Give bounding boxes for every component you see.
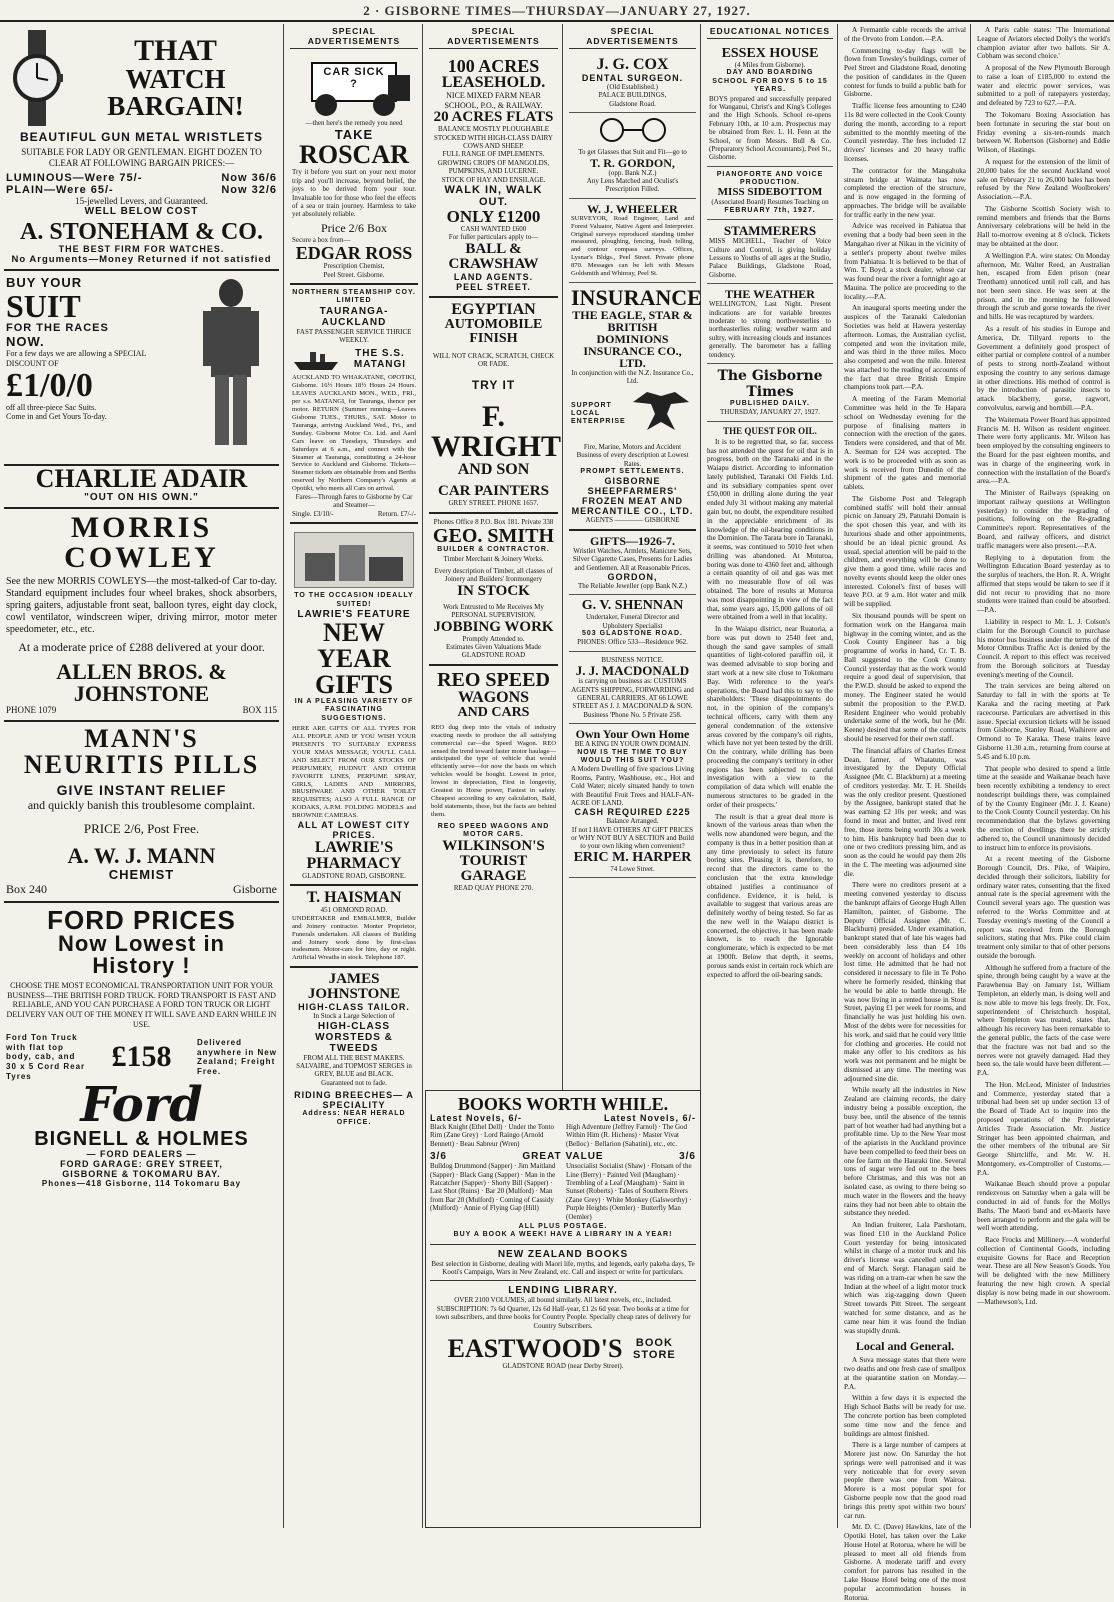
mann-town: Gisborne xyxy=(233,882,277,897)
watch-title-1: THAT xyxy=(134,34,217,67)
roscar-addr: Peel Street. Gisborne. xyxy=(323,270,385,279)
books-lend: LENDING LIBRARY. xyxy=(508,1285,618,1297)
news-p1: A Fremantle cable records the arrival of the Orvoto from London.—P.A. xyxy=(844,26,966,43)
news-p12: While nearly all the industries in New Zealand are claiming records, the dairy industry being a possible exception, the busy bee, until the absence of the tennis part of hot weather had had anything but a profitable time. Up to the New Year most of the apiarists in the Auckland province have been compelled to feed their bees on one fee farm on the Hauraki line. Several tons of sugar were fed out to the bees before Christmas, and this was not an isolated case, as owing to there being so much water in the flowers and the heavy rains they had not been able to obtain the substance they needed. xyxy=(844,1086,966,1218)
steam-ship: THE S.S. MATANGI xyxy=(353,348,407,371)
eagle-icon xyxy=(631,390,691,439)
watch-bargain-ad xyxy=(4,26,279,271)
adair-name: CHARLIE ADAIR xyxy=(35,464,248,494)
oil-p2: In the Waiapu district, near Ruatoria, a bore was put down to 2540 feet and, though the sand gave samples of small quantities of light-colored paraffin oil, it was deemed advisable to stop boring and start work at a new site close to Tokomaru Bay. With reference to the year's operations, the Board had this to say to the shareholders: 'These disappointments do not, in the opinion of the company's technical officers, carry with them any general condemnation of the extensive areas covered by the company's oil rights, which have not yet been tested by the drill. On the contrary, while drilling has been proceeding the company's territory in other regions has been subjected to careful investigation with a view to the compilation of data which will enable the numerous structures to be graded in the order of their prospects.' xyxy=(707,625,833,809)
haisman-name: T. HAISMAN xyxy=(306,889,402,907)
wright-trade: CAR PAINTERS xyxy=(438,483,549,500)
smith-stock: IN STOCK xyxy=(457,582,530,599)
books-right-list-2: Unsocialist Socialist (Shaw) · Flotsam of the Line (Berry) · Painted Veil (Maugham) · Trembling of a Leaf (Maugham) · Saint in Sunset (Roberts) · Tales of Southern Rivers (Zane Grey) · White Monkey (Galsworthy) · Purple Heights (Oemler) · Butterfly Man (Oemler) xyxy=(566,1162,692,1221)
johnstone-ad xyxy=(290,968,418,1131)
harper-ad xyxy=(569,724,696,878)
news7-p1: A Paris cable states: 'The International League of Aviators elected Dolly's the world's champion aviator after two ballots. Sir A. Cobham was second choice.' xyxy=(977,26,1110,61)
news-p3: Traffic license fees amounting to £240 11s 8d were collected in the Cook County during the month, according to a report submitted to the monthly meeting of the Council yesterday. The fees included 12 drivers' licenses and 20 heavy traffic licenses. xyxy=(844,102,966,163)
smith-phones: Phones Office 8 P.O. Box 181. Private 338 xyxy=(433,517,554,526)
books-left-list-2: Bulldog Drummond (Sapper) · Jim Maitland (Sapper) · Black Gang (Sapper) · Man in the Ratcatcher (Sapper) · Shorty Bill (Sapper) · Last Shot (Ruins) · Bar 20 (Mulford) · Man from Bar 20 (Mulford) · Coming of Cassidy (Mulford) · Annie of Flying Gap (Hill) xyxy=(430,1162,556,1213)
news-p14: A Suva message states that there were two deaths and one fresh case of smallpox at the quarantine station on Monday.—P.A. xyxy=(844,1356,966,1391)
lawrie-prices: ALL AT LOWEST CITY PRICES. xyxy=(297,820,411,841)
news7-p18: Race Frocks and Millinery.—A wonderful collection of Continental Goods, including exquisite Gowns for Race and Reception wear. These are all New Season's Goods. You will be delighted with the new Millinery featuring the new high crown. A special display is now being made in our showroom.—Mathewson's, Ltd. xyxy=(977,1236,1110,1306)
books-title: BOOKS WORTH WHILE. xyxy=(457,1094,669,1114)
land-more: For fuller particulars apply to— xyxy=(448,233,539,242)
paper-title-block xyxy=(707,364,833,422)
johnstone-l3: FROM ALL THE BEST MAKERS. xyxy=(303,1053,405,1062)
column-4-head: SPECIAL ADVERTISEMENTS xyxy=(569,26,696,49)
ford-town: GISBORNE & TOKOMARU BAY. xyxy=(62,1169,221,1180)
suit-l5: For a few days we are allowing a SPECIAL DISCOUNT OF xyxy=(6,349,147,368)
ford-title-1: FORD PRICES xyxy=(47,905,236,936)
news-p2: Commencing to-day flags will be flown from Towsley's buildings, corner of Peel Street and Gladstone Road, denoting the position of candidates in the Queen contest for funds to build a public bath for Gisborne. xyxy=(844,46,966,99)
ford-phones: Phones—418 Gisborne, 114 Tokomaru Bay xyxy=(41,1179,242,1189)
eagle-insurance-ad xyxy=(569,283,702,531)
stoneham-firm: A. STONEHAM & CO. xyxy=(20,219,263,246)
ship-icon xyxy=(292,346,416,372)
reo-addr: READ QUAY PHONE 270. xyxy=(453,884,534,893)
morris-body: See the new MORRIS COWLEYS—the most-talked-of Car to-day. Standard equipment includes four wheel brakes, shock absorbers, spring gaiters, adjustable front seat, balloon tyres, eight day clock, cowl ventilator, windscreen wiper, driving mirror, motor meter speedometer, etc., etc. xyxy=(6,576,277,636)
shennan-name: G. V. SHENNAN xyxy=(581,598,684,614)
wright-ad xyxy=(429,298,562,514)
ford-body: CHOOSE THE MOST ECONOMICAL TRANSPORTATION UNIT FOR YOUR BUSINESS—THE BRITISH FORD TRUCK. FORD TRANSPORT IS FAST AND RELIABLE, AND YOU CAN PURCHASE A FORD TON TRUCK OR LIGHT DELIVERY VAN OUT OF THE MONEY IT WILL SAVE AND EARN WHILE IN USE. xyxy=(6,981,277,1029)
haisman-addr: 451 ORMOND ROAD. xyxy=(320,906,388,915)
land-cash: CASH WANTED £600 xyxy=(460,224,527,233)
news7-p11: Liability in respect to Mr. L. J. Colson's claim for the Borough Council to purchase his motor bus business under the terms of the Motor Omnibus Traffic Act is denied by the Council. A report to this effect was received from the Borough solicitors at Tuesday evening's meeting of the Council. xyxy=(977,618,1110,679)
news-p11: There were no creditors present at a meeting convened yesterday to discuss the bankrupt affairs of George Hugh Allen Hamilton, painter, of Gisborne. The Deputy Official Assignee (Mr. C. Blackburn) presided. Under examination, bankrupt stated that of late his wages had been considerably less than £4 10s weekly on account of holidays and other lost time. He admitted that he had not considered it necessary to file in Te Poho where he formerly resided, thinking that he would be able to battle through. He was now living in a rented house in Stout Street, paying £1 per week for rooms, and financially he was just holding his own. Most of the debts were for necessities for his work, and said that he could very little for clothing and groceries. He could not make any offer to his creditors as his work was not permanent and he might be dismissed at any time. The meeting was adjourned sine die. xyxy=(844,881,966,1083)
eastwood-firm: EASTWOOD'S xyxy=(447,1334,623,1364)
harper-price: CASH REQUIRED £225 xyxy=(574,807,691,818)
wilkinson-firm: WILKINSON'S xyxy=(442,838,545,855)
news-p8: The Gisborne Post and Telegraph combined staffs' will hold their annual picnic on January 29, Patutahi Domain is the spot chosen this year, and with its luxurious shade and other appointments, should be an ideal picnic ground. As usual, special attention will be paid to the children, and everything will be done to give them a good time, while races and novelty events should keep the older ones interested. Colonel's first of buses will leave P.O. at 9 a.m. Hot water and milk will be supplied. xyxy=(844,494,966,609)
books-gv: GREAT VALUE xyxy=(522,1151,604,1163)
roscar-take: TAKE xyxy=(334,127,374,143)
eastwood-addr: GLADSTONE ROAD (near Derby Street). xyxy=(502,1362,624,1371)
essex-body: BOYS prepared and successfully prepared for Wanganui, Christ's and King's Colleges and the High Schools. School re-opens February 10th, at 10 a.m. Prospectus may be obtained from Rev. L. H. Fenn at the School, or from Messrs. Bull & Co. (Preparatory School Accountants), Peel St., Gisborne. xyxy=(709,94,831,162)
mann-l2: and quickly banish this troublesome complaint. xyxy=(27,798,256,813)
luminous-price: Now 36/6 xyxy=(221,171,277,184)
news-p13: An Indian fruiterer, Lala Parshotam, was fined £10 in the Auckland Police Court yesterday for being intoxicated whilst in charge of a motor truck and his driver's license was cancelled until the end of March. Sergt. Flanagan said he was riding on a tram-car when he saw the Indian at the wheel of a light motor truck which was zig-zagging down Queen Street towards Pitt Street. The sergeant watched for some distance, and as he came near him it was found the Indian was stupidly drunk. xyxy=(844,1221,966,1335)
mann-price: PRICE 2/6, Post Free. xyxy=(83,821,200,837)
books-right-list: High Adventure (Jeffrey Farnol) · The God Within Him (R. Hichens) · Master Vivat (Belloc) · Bellarion (Sabatini), etc., etc. xyxy=(566,1123,688,1148)
eagle-body: Fire, Marine, Motors and Accident Business of every description at Lowest Rates. xyxy=(576,442,689,468)
reo-l2: WAGONS xyxy=(457,688,530,706)
eagle-agent: GISBORNE SHEEPFARMERS' FROZEN MEAT AND MERCANTILE CO., LTD. xyxy=(571,476,694,517)
essex-title: ESSEX HOUSE xyxy=(721,46,819,61)
lawrie-l2: LAWRIE'S FEATURE xyxy=(297,609,411,621)
ball-crawshaw-firm: BALL & CRAWSHAW xyxy=(448,240,539,272)
spectacles-icon xyxy=(571,117,694,148)
johnstone-l6: RIDING BREECHES— A SPECIALITY xyxy=(294,1090,414,1111)
gordon-gifts-ad xyxy=(569,531,696,596)
news7-p8: The Waitemata Power Board has appointed Francis M. H. Wilson as resident engineer. There were forty applicants. Mr. Wilson has been employed by the consulting engineers to the Board for the past eighteen months, and was in charge of the engineering work in connection with the installation of the Board's area.—P.A. xyxy=(977,415,1110,486)
land-l9: WALK IN, WALK OUT. xyxy=(444,183,543,208)
macdonald-ad xyxy=(569,652,696,724)
paper-date: THURSDAY, JANUARY 27, 1927. xyxy=(719,408,821,417)
lawrie-gifts-ad xyxy=(290,524,418,886)
morris-box: BOX 115 xyxy=(242,705,277,716)
edgar-ross-firm: EDGAR ROSS xyxy=(295,243,413,264)
news-p6: An inaugural sports meeting under the auspices of the Taranaki Caledonian Societies was held at Hawera yesterday afternoon. Lomas, the Australian cyclist, competed and won the invitation mile, and was third in the three miles. Moco also competed and won the mile. Interest was attached to the reading of accounts of the fact that three British Empire champions took part.—P.A. xyxy=(844,304,966,392)
news-p16: There is a large number of campers at Morere just now. On Saturday the hot springs were well patronised and it was very noticeable that for every seven people there was one from Wairoa. Morere is a most popular spot for Gisborne people now that the good road brings this pretty spot within two hours' car run. xyxy=(844,1441,966,1520)
macdonald-body: is carrying on business as: CUSTOMS AGENTS SHIPPING, FORWARDING and GENERAL CARRIERS. AT 66 LOWE STREET AS J. J. MACDONALD & SON. xyxy=(571,677,694,711)
harper-title: Own Your Own Home xyxy=(575,727,690,742)
column-3-head: SPECIAL ADVERTISEMENTS xyxy=(429,26,558,49)
land-ad xyxy=(429,53,558,298)
news7-p14: At a recent meeting of the Gisborne Borough Council, Drs. Pike, of Waipiro, decided through their solicitors, liability for ordinary water rates, consenting that the fixed annual rate is the special agreement with the Council several years ago. The question was referred to the Works Committee and at Tuesday evening's meeting of the Council a report was received from the Borough solicitors, stating that Mrs. Pike could claim treatment only similar to that of other persons outside the borough. xyxy=(977,855,1110,960)
wheeler-body: SURVEYOR, Road Engineer, Land and Forest Valuator, Native Agent and Interpreter. Original surveys reproduced standing timber measured, ploughing, fencing, bush felling, and contour compass surveys. Offices, Lysnar's Bldgs., Peel Street. Private phone 870. Messages can be left with Messrs Goldsmith and Whinray, Peel St. xyxy=(571,214,694,278)
eagle-co: THE EAGLE, STAR & BRITISH DOMINIONS INSURANCE CO., LTD. xyxy=(572,307,693,370)
eagle-conj: In conjunction with the N.Z. Insurance Co., Ltd. xyxy=(571,368,694,386)
lawrie-name: LAWRIE'S PHARMACY xyxy=(306,839,402,873)
news-p17: Mr. D. C. (Dave) Hawkins, late of the Opotiki Hotel, has taken over the Lake House Hotel at Rotorua, where he will be pleased to meet all old friends from Gisborne. A moderate tariff and every comfort for patrons has resulted in the Lake House Hotel being one of the most popular accommodation houses in Rotorua. xyxy=(844,1523,966,1602)
news-p10: The financial affairs of Charles Ernest Dean, farmer, of Whatatutu, was investigated by the Deputy Official Assignee (Mr. C. Blackburn) at a meeting of creditors yesterday. Mr. T. H. Sheilds was the only creditor present. Questioned by the Assignee, bankrupt stated that he was earning £2 10s per week; and was found in meat and butter, and lived rent free, those items being worth 30s a week to him. His bankruptcy had been due to one or two creditors pressing him, and as soon as the could he would pay them 20s in the £. The meeting was adjourned sine die. xyxy=(844,746,966,878)
news7-p10: Replying to a deputation from the Wellington Education Board yesterday as to the surplus of teachers, the Hon. R. A. Wright affirmed that steps would be taken to see if it did not recur to providing that no more students were trained than could be absorbed.—P.A. xyxy=(977,553,1110,615)
essex-house-ad xyxy=(707,43,833,167)
wright-name: F. WRIGHT xyxy=(431,400,562,464)
mann-pills-ad xyxy=(4,722,279,903)
shennan-phones: PHONES: Office 533—Residence 962. xyxy=(577,638,688,647)
suit-l6: off all three-piece Sac Suits. xyxy=(6,402,97,412)
weather-block xyxy=(707,284,833,364)
paper-name: The Gisborne Times xyxy=(717,367,823,400)
gordon-sub: Any Lens Matched and Oculist's Prescription Filled. xyxy=(586,176,679,194)
roscar-price: Price 2/6 Box xyxy=(321,220,387,235)
roscar-body: Try it before you start on your next motor trip and you'll increase, beyond belief, the joys to be derived from your tour. Invaluable too for those who feel the effects of a sea or train journey. Harmless to take yet absolutely reliable. xyxy=(292,168,416,219)
stammer-body: MISS MICHELL, Teacher of Voice Culture and Control, is giving holiday Lessons to Youths of all ages at the Studio, Palace Buildings, Gladstone Road, Gisborne. xyxy=(709,237,831,279)
ford-spec: Ford Ton Truck with flat top body, cab, and 30 x 5 Cord Rear Tyres xyxy=(6,1033,86,1081)
masthead: 2 · GISBORNE TIMES—THURSDAY—JANUARY 27, 1927. xyxy=(0,0,1114,22)
books-gv-right: 3/6 xyxy=(679,1151,696,1163)
books-nz: NEW ZEALAND BOOKS xyxy=(497,1248,629,1260)
books-plus: ALL PLUS POSTAGE. xyxy=(518,1222,608,1230)
weather-body: WELLINGTON, Last Night. Present indications are for variable breezes moderate to strong northwesterlies to northeasterlies ruling; weather warm and sultry, with increasing clouds and instances generally. The barometer has a falling tendency. xyxy=(709,300,831,359)
ford-price: £158 xyxy=(111,1040,172,1074)
roscar-secure: Secure a box from— xyxy=(292,235,351,244)
reo-title: REO SPEED xyxy=(437,668,550,691)
eagle-prompt: PROMPT SETTLEMENTS. xyxy=(580,467,685,475)
land-l5: BALANCE MOSTLY PLOUGHABLE STOCKED WITH HIGH-CLASS DAIRY COWS AND SHEEP. xyxy=(434,125,553,150)
land-addr: PEEL STREET. xyxy=(456,281,531,292)
johnstone-l4: SALVAIRE, and TOPMOST SERGES in GREY, BLUE and BLACK. xyxy=(296,1062,412,1079)
shennan-addr: 503 GLADSTONE ROAD. xyxy=(582,630,683,638)
gifts-sub: The Reliable Jeweller (opp Bank N.Z.) xyxy=(577,581,688,590)
plain-label: PLAIN—Were 65/- xyxy=(6,183,114,196)
harper-l1: BE A KING IN YOUR OWN DOMAIN. xyxy=(574,740,691,749)
cox-addr2: Gladstone Road. xyxy=(609,99,656,108)
smith-est: Estimates Given Valuations Made GLADSTONE ROAD xyxy=(446,643,541,660)
gift-illustration xyxy=(294,532,414,588)
books-latest-left: Latest Novels, 6/- xyxy=(430,1113,523,1123)
land-l8: STOCK OF HAY AND ENSILAGE. xyxy=(441,175,546,184)
steam-return: Return. £7/-/- xyxy=(377,509,416,518)
wright-l1: EGYPTIAN xyxy=(451,300,536,318)
steam-fast: FAST PASSENGER SERVICE THRICE WEEKLY. xyxy=(296,327,412,345)
piano-name: MISS SIDEBOTTOM xyxy=(717,186,823,199)
cox-name: J. G. COX xyxy=(596,56,669,73)
johnstone-addr: Address: NEAR HERALD OFFICE. xyxy=(302,1110,406,1126)
wilkinson-garage: TOURIST GARAGE xyxy=(459,853,528,885)
wright-addr: GREY STREET. PHONE 1657. xyxy=(448,499,539,508)
watch-sub: BEAUTIFUL GUN METAL WRISTLETS xyxy=(20,130,263,144)
harper-addr: 74 Lowe Street. xyxy=(610,864,655,873)
smith-name: GEO. SMITH xyxy=(432,525,555,548)
books-nz-body: Best selection in Gisborne, dealing with Maori life, myths, and legends, early pakeha days, Te Kooti's Campaign, Wars in New Zealand, etc. Call and inspect or write for particulars. xyxy=(431,1259,695,1277)
essex-l1: DAY AND BOARDING SCHOOL FOR BOYS 5 to 15 YEARS. xyxy=(712,69,828,94)
haisman-ad xyxy=(290,886,418,968)
mann-title-2: NEURITIS PILLS xyxy=(23,750,260,780)
eagle-agents: AGENTS ———— GISBORNE xyxy=(585,516,680,525)
steam-single: Single. £3/10/- xyxy=(292,509,334,518)
shennan-role: Undertaker, Funeral Director and Upholstery Specialist xyxy=(585,613,679,630)
shennan-ad xyxy=(569,595,696,652)
suit-l7: Come in and Get Yours To-day. xyxy=(6,412,107,422)
morris-phone: PHONE 1079 xyxy=(6,705,57,716)
harper-name: ERIC M. HARPER xyxy=(573,849,692,865)
news7-p12: The train services are being altered on Saturday to fall in with the sports at Te Karaka and the racing meeting at Park racecourse. Particulars are advertised in this issue. Special excursion tickets will be issued from Gisborne, Stanley Road, Waihirere and Ormond to Te Karaka. These trains leave Gisborne 11.30 a.m., returning from course at 5.45 and 6.10 p.m. xyxy=(977,682,1110,761)
smith-body: Every description of Timber, all classes of Joinery and Builders' Ironmongery xyxy=(434,567,553,584)
weather-title: THE WEATHER xyxy=(725,287,815,302)
land-l2: LEASEHOLD. xyxy=(441,74,546,91)
smith-jobbing: JOBBING WORK xyxy=(433,618,554,635)
suit-ad xyxy=(4,271,279,466)
watch-jewel: 15-jewelled Levers, and Guaranteed. xyxy=(75,195,208,206)
johnstone-l5: Guaranteed not to fade. xyxy=(321,1078,387,1087)
land-l4: 20 ACRES FLATS xyxy=(433,109,554,126)
johnstone-l2: HIGH-CLASS WORSTEDS & TWEEDS xyxy=(315,1020,393,1054)
cox-est: (Old Established.) xyxy=(607,83,658,91)
news7-p6: A Wellington P.A. wire states: On Monday afternoon, Mr. Walter Reed, an Australian hen, escaped from Eden prison (near Trentham) unnoticed until roll call, and has not been seen since. He was seen at the prison, and in the morning he followed through the scrub and gorse towards the river and hills. He was recaptured by warders. xyxy=(977,251,1110,322)
car-sick-text: CAR SICK ? xyxy=(323,66,385,90)
suit-l2: SUIT xyxy=(6,288,81,325)
column-2-head: SPECIAL ADVERTISEMENTS xyxy=(290,26,418,49)
johnstone-sub: HIGH-CLASS TAILOR. xyxy=(298,1002,410,1013)
suit-l1: BUY YOUR xyxy=(6,275,83,291)
news7-p7: As a result of his studies in Europe and America, Dr. Tillyard reports to the Government a definitely good prospect of either partial or complete control of a number of pests to strong north-Zealand without exposing the country to any serious damage in other directions. His method of control is by the introduction of parasitic insects to attack blackberry, gorse, ragwort, convolvulus, earwig and hornbill.—P.A. xyxy=(977,325,1110,413)
roscar-name: ROSCAR xyxy=(299,140,409,170)
stammerers-ad xyxy=(707,220,833,284)
luminous-label: LUMINOUS—Were 75/- xyxy=(6,171,143,184)
land-l1: 100 ACRES xyxy=(447,56,540,76)
land-l7: GROWING CROPS OF MANGOLDS, PUMPKINS, AND LUCERNE. xyxy=(437,158,550,176)
news-p7: A meeting of the Faram Memorial Committee was held in the Te Hapara school on Wednesday evening for the purpose of finalising matters in connection with the erection of the gates. Tenders were considered, and that of Mr. A. Seeman for £24 was accepted. The work is to be proceeded with as soon as work is received from Dunedin of the shipment of the gates and memorial tablets. xyxy=(844,395,966,492)
allen-bros-firm: ALLEN BROS. & JOHNSTONE xyxy=(56,659,227,707)
mann-title-1: MANN'S xyxy=(84,724,199,754)
watch-icon xyxy=(6,30,68,126)
watch-footer: No Arguments—Money Returned if not satisfied xyxy=(11,254,272,266)
essex-sub: (4 Miles from Gisborne). xyxy=(734,61,806,69)
news7-p3: The Tokomaru Boxing Association has been fortunate in securing the star bout on Friday evening a six-ten-rounds match between W. Robertson (Gisborne) and Eddie Wilson, of Hastings. xyxy=(977,111,1110,155)
steam-co: NORTHERN STEAMSHIP COY. LIMITED xyxy=(292,288,416,305)
ford-delivery: Delivered anywhere in New Zealand; Freight Free. xyxy=(197,1037,277,1076)
johnstone-l1: In Stock a Large Selection of xyxy=(313,1012,395,1021)
gordon-name: T. R. GORDON, xyxy=(590,155,675,170)
stammer-title: STAMMERERS xyxy=(723,223,817,239)
cox-role: DENTAL SURGEON. xyxy=(581,73,684,83)
bignell-firm: BIGNELL & HOLMES xyxy=(34,1128,249,1151)
suit-price: £1/0/0 xyxy=(6,366,93,404)
roscar-ad xyxy=(290,53,418,285)
lawrie-l1: TO THE OCCASION IDEALLY SUITED! xyxy=(294,592,414,608)
land-l6: FULL RANGE OF IMPLEMENTS. xyxy=(442,150,545,159)
reo-l3: AND CARS xyxy=(457,704,530,720)
johnstone-name: JAMES JOHNSTONE xyxy=(307,971,401,1003)
oil-article xyxy=(707,426,833,980)
macdonald-phone: Business 'Phone No. 5 Private 258. xyxy=(583,710,682,719)
news-p9: Six thousand pounds will be spent on formation work on the Hangaroa main highway in the coming winter, and as the Cook County Engineer has a big programme of works in hand, Cr. T. B. Ball suggested to the Cook County Council yesterday that as the work would require a good deal of supervision, that the P.W.D. should be asked to expend the money. The Engineer stated he would submit the proposition to the P.W.D. Resident Engineer who would probably undertake some of the work, but he (Mr. Keene) desired that some of the contracts should be reserved for their own staff. xyxy=(844,612,966,743)
smith-role: BUILDER & CONTRACTOR. xyxy=(437,546,550,554)
mann-l1: GIVE INSTANT RELIEF xyxy=(56,782,227,799)
ford-prices-ad xyxy=(4,903,279,1193)
news7-p4: A request for the extension of the limit of 20,000 bales for the second Auckland wool sale on February 21 to 26,000 bales has been refused by the New Zealand Woolbrokers' Association.—P.A. xyxy=(977,157,1110,202)
local-general-head: Local and General. xyxy=(855,1339,955,1354)
ford-logo: Ford xyxy=(80,1077,203,1134)
watch-desc: SUITABLE FOR LADY OR GENTLEMAN. EIGHT DOZEN TO CLEAR AT FOLLOWING BARGAIN PRICES:— xyxy=(21,147,262,168)
column-5-head: EDUCATIONAL NOTICES xyxy=(707,26,833,39)
harper-l3: If not I HAVE OTHERS AT GIFT PRICES or WHY NOT BUY A SECTION and Build to your own liking when convenient? xyxy=(571,825,694,851)
eastwood-books-ad xyxy=(425,1090,701,1528)
lawrie-body: HERE ARE GIFTS OF ALL TYPES FOR ALL PEOPLE AND IF YOU WISH YOUR PRESENTS TO SUITABLY EXPRESS YOUR XMAS MESSAGE, YOU'LL CALL AND SELECT FROM OUR STOCKS OF PERFUMERY, HUDNUT AND OTHER FAVORITE LINES, PERFUME SPRAY, GIRLS, LADIES AND MIRRORS, BRUSHWARE AND OTHER TOILET REQUISITES; ALSO A FULL RANGE OF KODAKS, A.P.M. FOLDING MODELS and BROWNIE CAMERAS. xyxy=(292,725,416,820)
eagle-support: SUPPORT LOCAL ENTERPRISE xyxy=(571,401,626,426)
smith-prompt: Promptly Attended to. xyxy=(462,634,525,643)
wright-son: AND SON xyxy=(457,461,530,479)
news7-p5: The Gisborne Scottish Society wish to remind members and friends that the Burns Anniversary celebrations will be held in the Hall to-morrow evening at 8 o'clock. Tickets may be obtained at the door. xyxy=(977,204,1110,248)
books-latest-right: Latest Novels, 6/- xyxy=(603,1113,696,1123)
watch-below: WELL BELOW COST xyxy=(84,206,199,218)
roscar-pre: —then here's the remedy you need xyxy=(305,119,403,127)
harper-body: A Modern Dwelling of five spacious Living Rooms, Pantry, Washhouse, etc., Hot and Cold Water; nicely situated handy to town with Beautiful Fruit Trees and HALF-AN-ACRE OF LAND. xyxy=(571,765,694,807)
news-p15: Within a few days it is expected the High School Baths will be ready for use. The concrete portion has been completed some time now and the fence and buildings are almost finished. xyxy=(844,1394,966,1438)
reo-ad xyxy=(429,666,558,897)
cox-ad xyxy=(569,53,696,113)
news-p5: Advice was received in Pahiatua that evening that a body had been seen in the Mangahao river at Nikau in the vicinity of a settler's property about twelve miles from Pahiatua. It is believed to be that of Wm. T. Boyd, a stock dealer, whose car was found near the river a fortnight ago at Mauina. The police are proceeding to the locality.—P.A. xyxy=(844,222,966,301)
wright-l2: AUTOMOBILE FINISH xyxy=(444,316,543,346)
gifts-name: GORDON, xyxy=(607,571,658,582)
column-7 xyxy=(973,24,1114,1528)
column-1 xyxy=(0,24,284,1528)
morris-title: MORRIS COWLEY xyxy=(64,511,219,575)
roscar-role: Prescription Chemist, xyxy=(323,262,385,271)
stoneham-sub: THE BEST FIRM FOR WATCHES. xyxy=(58,244,225,255)
eagle-title: INSURANCE xyxy=(571,284,702,310)
macdonald-name: J. J. MACDONALD xyxy=(575,663,690,679)
wheeler-name: W. J. WHEELER xyxy=(587,201,678,216)
steamship-ad xyxy=(290,285,418,524)
news7-p9: The Minister of Railways (speaking on important railway questions at Wellington yesterday) to consider the re-grading of positions, following on the Re-grading Committee's report. Representatives of the Board, and railway officers, and district traffic managers were also present.—P.A. xyxy=(977,489,1110,550)
adair-block xyxy=(4,466,279,509)
sidebottom-ad xyxy=(707,167,833,221)
wright-try: TRY IT xyxy=(471,378,516,393)
steam-route: TAURANGA-AUCKLAND xyxy=(319,305,389,328)
harper-bal: Balance Arranged. xyxy=(606,817,659,826)
lawrie-l3: IN A PLEASING VARIETY OF FASCINATING SUGGESTIONS. xyxy=(294,698,414,722)
morris-cowley-ad xyxy=(4,509,279,722)
gordon-l1: To get Glasses that Suit and Fit—go to xyxy=(578,148,687,157)
gordon-addr: (opp. Bank N.Z.) xyxy=(608,168,657,177)
books-left-list: Black Knight (Ethel Dell) · Under the Tonto Rim (Zane Grey) · Lord Raingo (Arnold Bennett) · Beau Sabreur (Wren) xyxy=(430,1123,554,1148)
smith-sub: Timber Merchant & Joinery Works. xyxy=(443,554,544,563)
suit-l3: FOR THE RACES xyxy=(6,322,109,335)
watch-title-2: WATCH BARGAIN! xyxy=(107,64,244,121)
oil-p3: The result is that a great deal more is known of the various areas than when the wells now abandoned were begun, and the company is thus in a better position than at any time previously to select its future boring sites. Pleasing it is, therefore, to record that the directors came to the conclusion that the extra knowledge obtained justifies a continuance of confidence. Evidence, it is held, is available to suggest that various areas are definitely worthy of being tested. So far as the new well in the Waiapu district is concerned, the objective, it has been made known, is to reach the Ignorable conglomerate, which is expected to be met at 1900ft. Below that depth, it seems, porous sands exist in certain rock which are expected to afford the oil-bearing sands. xyxy=(707,812,833,979)
ford-dealers: — FORD DEALERS — xyxy=(86,1149,197,1160)
macdonald-notice: BUSINESS NOTICE. xyxy=(601,655,664,664)
ford-garage: FORD GARAGE: GREY STREET, xyxy=(60,1159,223,1170)
news7-p13: That people who desired to spend a little time at the seaside and Waikanae beach have been recently exhibiting a tendency to erect nondescript buildings there, was complained of by the County Engineer (Mr. J. J. Keane) to the Cook County Council yesterday. On his recommendation that the bylaws governing the erection of dwellings there be strictly adhered to, the Council unanimously decided to instruct him to enforce its provisions. xyxy=(977,764,1110,852)
oil-title: THE QUEST FOR OIL. xyxy=(723,425,817,436)
ford-title-3: History ! xyxy=(92,953,191,979)
smith-work: Work Entrusted to Me Receives My PERSONAL SUPERVISION. xyxy=(443,602,544,620)
eastwood-store: BOOK STORE xyxy=(633,1337,676,1362)
haisman-body: UNDERTAKER and EMBALMER, Builder and Joinery contractor. Monter Proprietor, Funerals undertaken. All classes of Building and Joinery work done by first-class tradesmen. Motor-cars for hire, day or night. Artificial Wreaths in stock. Telephone 187. xyxy=(292,914,416,962)
news7-p2: A proposal of the New Plymouth Borough to raise a loan of £185,000 to extend the water and electric power services, was submitted to a poll of ratepayers yesterday, and defeated by 723 to 627.—P.A. xyxy=(977,64,1110,108)
plain-price: Now 32/6 xyxy=(221,183,277,196)
cox-addr1: PALACE BUILDINGS, xyxy=(598,91,667,100)
news7-p15: Although he suffered from a fracture of the spine, through being caught by a wave at the Parawhenua Bay on January 1st, William Templeton, an elderly man, is doing well and is now able to move his legs freely. Dr. Fox, superintendent of Christchurch hospital, where Templeton was treated, states that, although his recovery has been remarkable to the general public, the facts of the case were that the fracture was not bad and so the nerves were not gravely damaged. Had they been so, the tale would have been different.—P.A. xyxy=(977,963,1110,1078)
lawrie-addr: GLADSTONE ROAD, GISBORNE. xyxy=(302,872,406,881)
wheeler-ad xyxy=(569,199,696,283)
column-6 xyxy=(840,24,971,1602)
news7-p16: The Hon. McLeod, Minister of Industries and Commerce, yesterday stated that a tribunal had been set up under section 13 of the Board of Trade Act to inquire into the proposed operations of the Proprietary Articles Trade Association. Mr. Justice Stringer has been appointed chairman, and the other members of the tribunal are Sir George Shirtcliffe, and Mr. W. H. Montgomery, ex-Comptroller of Customs.—P.A. xyxy=(977,1080,1110,1177)
books-buy: BUY A BOOK A WEEK! HAVE A LIBRARY IN A YEAR! xyxy=(453,1231,673,1239)
wright-l3: WILL NOT CRACK, SCRATCH, CHECK OR FADE. xyxy=(432,351,555,369)
piano-l2: (Associated Board) Resumes Teaching on xyxy=(711,198,829,207)
gordon-optician-ad xyxy=(569,113,696,199)
steam-body: AUCKLAND TO WHAKATANE, OPOTIKI, Gisborne. 16½ Hours 18½ Hours 24 Hours. LEAVES AUCKLAND MON., WED., FRI., per s.s. MATANGI, for Tauranga, thence per motor. RETURN (Summer running—Leaves Gisborne TUES., THURS., SAT. Motor to Tauranga, arriving Auckland Wed., Fri., and Sunday. Gisborne Motor Co. Ltd. and Aard Cars leave on Tuesdays, Thursdays and Saturdays at 6 a.m., and connect with the Steamer at Tauranga, constituting a 24-hour Service to Auckland and Gisborne. Tickets—Steamer tickets are obtainable from and Berths reserved by Northern Company's Agents at Opotiki, who meets all Cars on arrival. xyxy=(292,374,416,493)
piano-l1: PIANOFORTE AND VOICE PRODUCTION. xyxy=(716,170,824,187)
mann-box: Box 240 xyxy=(6,882,48,897)
adair-tag: "OUT ON HIS OWN." xyxy=(84,492,199,504)
mann-name: A. W. J. MANN xyxy=(67,843,216,869)
paper-daily: PUBLISHED DAILY. xyxy=(730,399,810,407)
reo-motor: REO SPEED WAGONS AND MOTOR CARS. xyxy=(437,822,550,839)
piano-date: FEBRUARY 7th, 1927. xyxy=(724,206,816,214)
news-p4: The contractor for the Mangahuka stream bridge at Waimata has now completed the erection of the structure, and is now engaged in the forming of approaches. The bridge will be available for traffic early in the new year. xyxy=(844,166,966,219)
column-5 xyxy=(703,24,838,1528)
man-in-suit-illustration xyxy=(185,275,277,460)
ford-title-2: Now Lowest in xyxy=(58,931,225,957)
gifts-body: Wristlet Watches, Armlets, Manicure Sets, Silver Cigarette Cases, Presents for Ladies and Gentlemen. All at Reasonable Prices. xyxy=(572,546,693,572)
morris-price: At a moderate price of £288 delivered at your door. xyxy=(18,640,265,655)
harper-l2: NOW IS THE TIME TO BUY WOULD THIS SUIT YOU? xyxy=(577,748,688,764)
gifts-title: GIFTS—1926-7. xyxy=(589,533,675,548)
books-lend-body: OVER 2100 VOLUMES, all bound similarly. All latest novels, etc., included. SUBSCRIPTION: 7s 6d Quarter, 12s 6d Half-year, £1 2s 6d year. Two books at a time for town subscribers, and three books for Country People. Specially cheap rates of delivery for Country Subscribers. xyxy=(435,1296,691,1330)
news7-p17: Waikanae Beach should prove a popular rendezvous on Saturday when a gala will be conducted in aid of funds for the Mollys Baths. The Maori band and ex-Maoris have been arranged to perform and the gala will be well worth attending. xyxy=(977,1180,1110,1233)
steam-fares: Fares—Through fares to Gisborne by Car and Steamer— xyxy=(295,493,413,510)
land-l3: NICE MIXED FARM NEAR SCHOOL, P.O., & RAILWAY. xyxy=(444,91,543,110)
column-2 xyxy=(286,24,423,1528)
land-price: ONLY £1200 xyxy=(446,206,541,226)
smith-ad xyxy=(429,514,558,666)
suit-l4: NOW. xyxy=(6,334,45,350)
mann-chem: CHEMIST xyxy=(108,867,175,883)
books-gv-left: 3/6 xyxy=(430,1151,447,1163)
car-icon xyxy=(292,57,416,119)
reo-body: REO dug deep into the vitals of industry exacting needs to produce the all satisfying commercial car—the Speed Wagon. REO sensed the trend toward faster motor haulage—anticipated the type of vehicle that would efficiently serve—for now the basis on which vehicles would be bought. Lowest in price, lowest in depreciation, First in longevity, Greatest in Horse power, Fastest in safety. Cheapest according to any calculation, Bald, bold statements, these, but the facts are behind them. xyxy=(431,723,556,818)
oil-p1: It is to be regretted that, so far, success has not attended the quest for oil that is in progress, both on the Taranaki and in the Waiapu district. According to information lately published, Taranaki Oil Fields Ltd. and its subsidiary companies spent over £50,000 in drilling alone during the year ended July 31 without making any material gain but, no doubt, the expenditure resulted in the appreciable enrichment of its knowledge of the oil-bearing conditions in the Dominion. The Tarata bore in Taranaki, it seems, was continued to 5010 feet when drilling was abandoned. At Moturoa, boring was done to 4360 feet and, although a certain quantity of oil and gas was met with no measurable flow of oil was obtained. The bore of results at Moturoa was most disappointing in view of the fact that, some years ago, 15,000 gallons of oil were obtained from a well in that locality. xyxy=(707,437,833,622)
land-sub: LAND AGENTS. xyxy=(453,271,534,282)
lawrie-big: NEW YEAR GIFTS xyxy=(314,618,394,700)
